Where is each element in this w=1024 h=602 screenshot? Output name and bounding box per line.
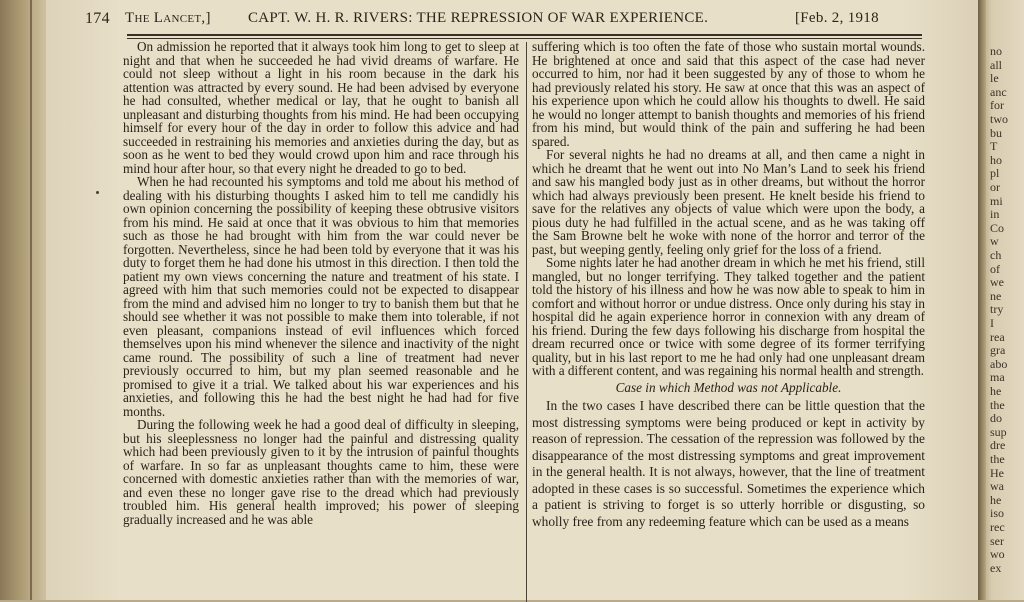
paragraph: During the following week he had a good deal of difficulty in sleeping, but his sleeplessness no longer had the painful and distressing quality which had been previously given to it by the intrusion of painful thoughts of warfare. In so far as unpleasant thoughts came to him, these were concerned with domestic anxieties rather than with the memories of war, and even these no longer gave rise to the dread which had previously troubled him. His general health improved; his power of sleeping gradually increased and he was able — [123, 417, 519, 527]
adjacent-page-fragment: ch — [990, 248, 1002, 262]
adjacent-page — [978, 0, 1024, 600]
adjacent-page-fragment: he — [990, 384, 1002, 398]
paragraph: For several nights he had no dreams at all, and then came a night in which he dreamt that he went out into No Man’s Land to seek his friend and saw his mangled body just as in other dreams, but without the horror which had always previously been present. He knelt beside his friend to save for the relatives any objects of value which were upon the body, a pious duty he had fulfilled in the actual scene, and as he was taking off the Sam Browne belt he woke with none of the horror and terror of the past, but weeping gently, feeling only grief for the loss of a friend. — [532, 147, 925, 257]
adjacent-page-fragment: no — [990, 44, 1002, 58]
adjacent-page-fragment: I — [990, 316, 994, 330]
right-column — [532, 40, 925, 530]
page-number: 174 — [85, 10, 110, 27]
adjacent-page-fragment: He — [990, 465, 1004, 480]
adjacent-page-fragment: all — [990, 57, 1002, 72]
paragraph: Some nights later he had another dream in which he met his friend, still mangled, but no longer terrifying. They talked together and the patient told the history of his illness and how he was now able to speak to him in comfort and without horror or undue distress. Once only during his stay in hospital did he again experience horror in connexion with any dream of his friend. During the few days following his discharge from hospital the dream recurred once or twice with some degree of its former terrifying quality, but in his last report to me he had only had one unpleasant dream with a different content, and was regaining his normal health and strength. — [532, 255, 925, 378]
adjacent-page-fragment: for — [990, 98, 1004, 113]
adjacent-page-fragment: iso — [990, 506, 1005, 521]
journal-name: The Lancet,] — [125, 10, 211, 26]
adjacent-page-fragment: try — [990, 302, 1004, 317]
adjacent-page-fragment: ex — [990, 560, 1002, 575]
adjacent-page-fragment: ma — [990, 370, 1005, 385]
left-column — [123, 40, 519, 526]
adjacent-page-fragment: ne — [990, 288, 1002, 303]
adjacent-page-fragment: abo — [990, 356, 1008, 371]
adjacent-page-fragment: or — [990, 180, 1000, 194]
adjacent-page-fragment: two — [990, 112, 1008, 126]
adjacent-page-fragment: wa — [990, 479, 1004, 494]
adjacent-page-fragment: T — [990, 139, 998, 154]
book-gutter-left — [0, 0, 46, 600]
adjacent-page-fragment: dre — [990, 438, 1006, 453]
adjacent-page-fragment: ho — [990, 152, 1002, 167]
paragraph: suffering which is too often the fate of those who sustain mortal wounds. He brightened at once and said that this aspect of the case had never occurred to him, nor had it been suggested by any of those to whom he had previously related his story. He saw at once that this was an aspect of his experience upon which he could allow his thoughts to dwell. He said he would no longer attempt to banish thoughts and memories of his friend from his mind, but would think of the pain and suffering he had been spared. — [532, 39, 925, 149]
adjacent-page-fragment: w — [990, 234, 999, 249]
column-divider — [526, 42, 527, 602]
adjacent-page-fragment: pl — [990, 166, 1000, 181]
issue-date: [Feb. 2, 1918 — [795, 10, 879, 26]
adjacent-page-fragment: ser — [990, 533, 1004, 548]
running-header — [85, 6, 925, 32]
paragraph: When he had recounted his symptoms and told me about his method of dealing with his disturbing thoughts I asked him to tell me candidly his own opinion concerning the possibility of keeping these obtrusive visitors from his mind. He said at once that it was obvious to him that memories such as those he had brought with him from the war could never be forgotten. Nevertheless, since he had been told by everyone that it was his duty to forget them he had done his utmost in this direction. I then told the patient my own views concerning the nature and treatment of his state. I agreed with him that such memories could not be expected to disappear from the mind and advised him no longer to try to banish them but that he should see whether it was not possible to make them into tolerable, if not even pleasant, companions instead of evil influences which forced themselves upon his mind whenever the silence and inactivity of the night came round. The possibility of such a line of treatment had never previously occurred to him, but my plan seemed reasonable and he promised to give it a trial. We talked about his war experiences and his anxieties, and following this he had the best night he had had for five months. — [123, 174, 519, 419]
adjacent-page-fragment: rec — [990, 520, 1005, 534]
adjacent-page-fragment: bu — [990, 125, 1002, 140]
adjacent-page-fragment: of — [990, 261, 1000, 276]
adjacent-page-fragment: we — [990, 275, 1004, 290]
adjacent-page-fragment: in — [990, 207, 1000, 222]
adjacent-page-fragment: the — [990, 397, 1005, 412]
adjacent-page-fragment: le — [990, 71, 999, 86]
adjacent-page-fragment: rea — [990, 329, 1005, 344]
adjacent-page-fragment: sup — [990, 424, 1007, 439]
paragraph: In the two cases I have described there can be little question that the most distressing symptoms were being produced or kept in activity by reason of repression. The cessation of the repression was followed by the disappearance of the most distressing symptoms and great improvement in the general health. It is not always, however, that the line of treatment adopted in these cases is so successful. Sometimes the experience which a patient is striving to forget is so utterly horrible or disgusting, so wholly free from any redeeming feature which can be used as a means — [532, 398, 925, 529]
adjacent-page-fragment: mi — [990, 193, 1003, 208]
adjacent-page-fragment: he — [990, 492, 1002, 507]
adjacent-page-fragment: do — [990, 411, 1002, 426]
article-title: CAPT. W. H. R. RIVERS: THE REPRESSION OF WAR EXPERIENCE. — [248, 10, 709, 26]
adjacent-page-fragment: wo — [990, 547, 1005, 562]
header-rule — [127, 34, 922, 36]
section-subheading: Case in which Method was not Applicable. — [615, 379, 842, 395]
ink-speck — [96, 191, 99, 194]
adjacent-page-fragment: Co — [990, 220, 1005, 235]
adjacent-page-fragment: the — [990, 452, 1005, 466]
paragraph: On admission he reported that it always took him long to get to sleep at night and that when he succeeded he had vivid dreams of warfare. He could not sleep without a light in his room because in the dark his attention was attracted by every sound. He had been advised by everyone he had consulted, whether medical or lay, that he ought to banish all unpleasant and disturbing thoughts from his mind. He had been occupying himself for every hour of the day in order to follow this advice and had succeeded in restraining his memories and anxieties during the day, but as soon as he went to bed they would crowd upon him and race through his mind hour after hour, so that every night he dreaded to go to bed. — [123, 39, 519, 176]
adjacent-page-fragment: gra — [990, 343, 1006, 358]
adjacent-page-fragment: anc — [990, 84, 1007, 99]
